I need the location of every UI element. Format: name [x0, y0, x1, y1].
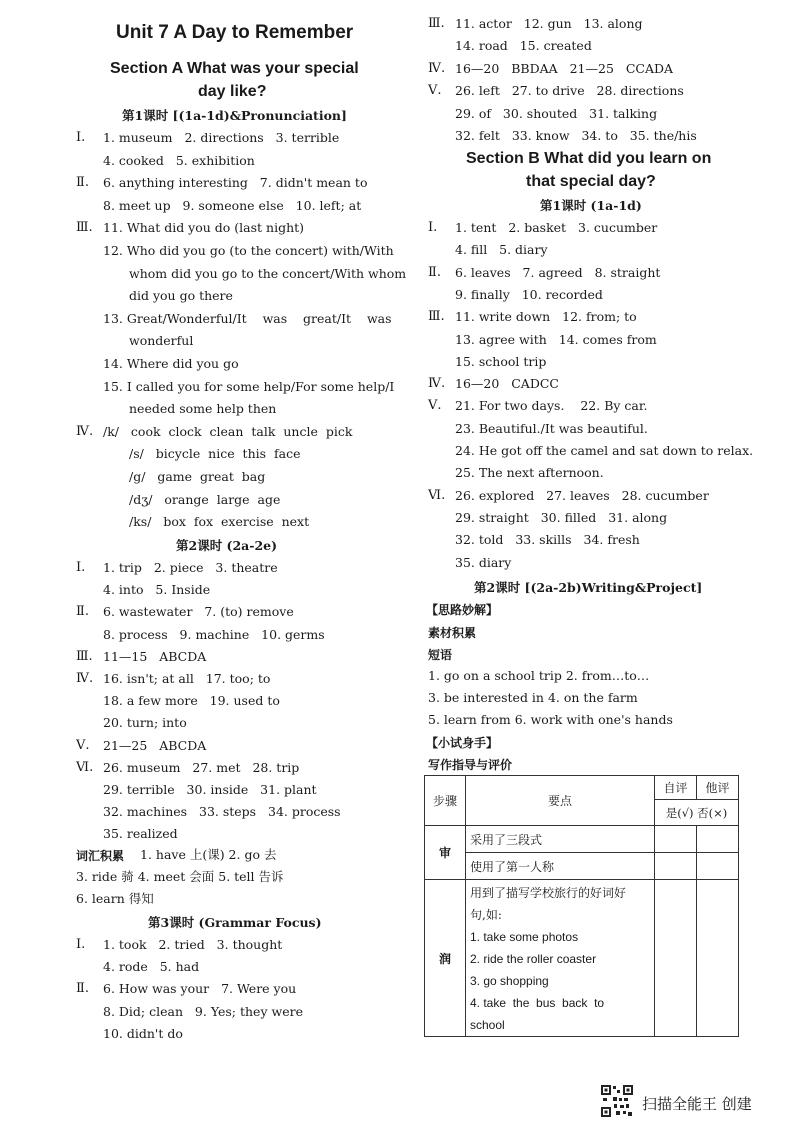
vocab-line-2: 3. ride 骑 4. meet 会面 5. tell 告诉: [76, 869, 284, 884]
answer-line: /ks/ box fox exercise next: [129, 514, 310, 530]
guide-label: 写作指导与评价: [428, 758, 513, 772]
roman-numeral: Ⅳ.: [428, 60, 446, 76]
answer-line: 4. into 5. Inside: [103, 582, 211, 598]
answer-line: /s/ bicycle nice this face: [129, 446, 301, 462]
answer-line: 8. Did; clean 9. Yes; they were: [103, 1003, 303, 1019]
answer-line: 29. of 30. shouted 31. talking: [455, 105, 658, 121]
answer-line: 32. felt 33. know 34. to 35. the/his: [455, 128, 697, 143]
table-cell-empty: [655, 880, 697, 1037]
phrase-line-1: 1. go on a school trip 2. from…to…: [428, 668, 650, 683]
answer-line: 23. Beautiful./It was beautiful.: [455, 420, 648, 436]
answer-line: wonderful: [129, 333, 194, 349]
table-point-line: 4. take the bus back to: [470, 996, 605, 1010]
roman-numeral: Ⅰ.: [76, 937, 86, 952]
answer-line: 12. Who did you go (to the concert) with/With: [103, 243, 394, 258]
answer-line: 4. fill 5. diary: [455, 242, 548, 258]
roman-numeral: Ⅵ.: [428, 487, 446, 503]
answer-line: 11. What did you do (last night): [103, 220, 305, 236]
phrases-label: 短语: [428, 648, 453, 662]
roman-numeral: Ⅲ.: [76, 220, 93, 236]
answer-line: 15. I called you for some help/For some help/I: [103, 378, 395, 394]
answer-line: 1. trip 2. piece 3. theatre: [103, 560, 278, 575]
table-step-review: 审: [425, 826, 466, 880]
think-header: 【思路妙解】: [426, 603, 499, 617]
answer-line: 35. realized: [103, 826, 178, 842]
answer-line: did you go there: [129, 288, 233, 304]
answer-line: 20. turn; into: [103, 715, 187, 731]
roman-numeral: Ⅴ.: [76, 737, 90, 753]
answer-line: 8. process 9. machine 10. germs: [103, 626, 325, 642]
table-header-points: 要点: [466, 776, 655, 826]
answer-line: 16. isn't; at all 17. too; to: [103, 671, 271, 686]
answer-line: whom did you go to the concert/With whom: [129, 265, 407, 281]
answer-line: /g/ game great bag: [129, 469, 266, 484]
phrase-line-3: 5. learn from 6. work with one's hands: [428, 712, 673, 727]
qr-code-icon: [600, 1084, 634, 1118]
table-header-peer: 他评: [697, 776, 739, 800]
answer-line: 21. For two days. 22. By car.: [455, 398, 648, 414]
answer-line: 1. took 2. tried 3. thought: [103, 937, 283, 952]
answer-line: 25. The next afternoon.: [455, 465, 604, 481]
table-point-line: 2. ride the roller coaster: [470, 952, 597, 966]
roman-numeral: Ⅳ.: [428, 376, 446, 392]
material-label: 素材积累: [428, 626, 477, 640]
table-yes-no: 是(√) 否(×): [655, 800, 739, 826]
table-cell-empty: [655, 826, 697, 853]
answer-line: 8. meet up 9. someone else 10. left; at: [103, 197, 362, 213]
roman-numeral: Ⅲ.: [428, 309, 445, 325]
answer-line: 4. rode 5. had: [103, 959, 200, 975]
table-header-self: 自评: [655, 776, 697, 800]
table-point-good-words: [466, 880, 655, 1037]
answer-line: 9. finally 10. recorded: [455, 286, 603, 302]
roman-numeral: Ⅰ.: [76, 130, 86, 145]
answer-line: 6. anything interesting 7. didn't mean to: [103, 175, 368, 191]
writing-evaluation-table: [424, 775, 739, 1037]
answer-line: 29. terrible 30. inside 31. plant: [103, 782, 317, 797]
roman-numeral: Ⅱ.: [76, 175, 89, 191]
answer-line: 16—20 BBDAA 21—25 CCADA: [455, 60, 674, 76]
roman-numeral: Ⅱ.: [428, 264, 441, 280]
roman-numeral: Ⅳ.: [76, 423, 94, 439]
answer-line: 6. leaves 7. agreed 8. straight: [455, 264, 661, 280]
answer-line: 26. museum 27. met 28. trip: [103, 759, 300, 775]
roman-numeral: Ⅰ.: [428, 220, 438, 235]
roman-numeral: Ⅴ.: [428, 83, 442, 99]
answer-line: 16—20 CADCC: [455, 376, 559, 392]
answer-line: 13. agree with 14. comes from: [455, 331, 657, 347]
section-a-title: Section A What was your special: [110, 60, 359, 77]
try-header: 【小试身手】: [426, 736, 499, 750]
answer-line: 21—25 ABCDA: [103, 737, 207, 753]
table-step-polish: 润: [425, 880, 466, 1037]
answer-line: 10. didn't do: [103, 1025, 183, 1041]
lesson-1-heading: 第1课时 [(1a-1d)&Pronunciation]: [122, 108, 347, 123]
table-point-line: school: [470, 1018, 505, 1032]
table-cell-empty: [697, 853, 739, 880]
phrase-line-2: 3. be interested in 4. on the farm: [428, 690, 638, 705]
answer-line: 18. a few more 19. used to: [103, 693, 280, 709]
table-cell-empty: [655, 853, 697, 880]
roman-numeral: Ⅲ.: [428, 16, 445, 31]
vocab-label: 词汇积累: [76, 849, 125, 863]
table-header-step: 步骤: [425, 776, 466, 826]
answer-line: 26. left 27. to drive 28. directions: [455, 83, 684, 99]
table-point-line: 1. take some photos: [470, 930, 579, 944]
answer-line: 1. museum 2. directions 3. terrible: [103, 130, 340, 145]
roman-numeral: Ⅵ.: [76, 759, 94, 775]
lesson-3-heading: 第3课时 (Grammar Focus): [148, 915, 322, 930]
lesson-2-heading: 第2课时 (2a-2e): [176, 538, 278, 553]
table-point-line: 3. go shopping: [470, 974, 549, 988]
table-cell-empty: [697, 826, 739, 853]
answer-line: /k/ cook clock clean talk uncle pick: [103, 423, 353, 439]
answer-line: 11. actor 12. gun 13. along: [455, 16, 643, 31]
section-a-title-line2: day like?: [198, 83, 267, 100]
table-point-first-person: 使用了第一人称: [466, 853, 655, 880]
answer-line: 32. told 33. skills 34. fresh: [455, 532, 640, 548]
table-point-line: 用到了描写学校旅行的好词好: [470, 886, 627, 900]
section-b-lesson-1-heading: 第1课时 (1a-1d): [540, 198, 642, 213]
table-point-line: 句,如:: [470, 908, 502, 922]
table-point-three-paragraph: 采用了三段式: [466, 826, 655, 853]
answer-line: 1. tent 2. basket 3. cucumber: [455, 220, 658, 235]
answer-line: 6. wastewater 7. (to) remove: [103, 604, 294, 620]
roman-numeral: Ⅰ.: [76, 560, 86, 575]
table-cell-empty: [697, 880, 739, 1037]
roman-numeral: Ⅲ.: [76, 648, 93, 664]
section-b-title-line2: that special day?: [526, 173, 656, 190]
answer-line: needed some help then: [129, 401, 277, 417]
answer-line: 11. write down 12. from; to: [455, 309, 637, 325]
roman-numeral: Ⅱ.: [76, 981, 89, 997]
answer-line: 14. road 15. created: [455, 38, 592, 54]
answer-line: 32. machines 33. steps 34. process: [103, 804, 341, 820]
roman-numeral: Ⅱ.: [76, 604, 89, 620]
answer-line: 13. Great/Wonderful/It was great/It was: [103, 310, 392, 326]
answer-line: 6. How was your 7. Were you: [103, 981, 297, 997]
roman-numeral: Ⅴ.: [428, 398, 442, 414]
answer-line: 14. Where did you go: [103, 356, 239, 371]
vocab-line-1: 1. have 上(课) 2. go 去: [140, 847, 277, 862]
answer-line: 29. straight 30. filled 31. along: [455, 509, 668, 525]
answer-line: 26. explored 27. leaves 28. cucumber: [455, 487, 709, 503]
section-b-title: Section B What did you learn on: [466, 150, 712, 167]
answer-line: 35. diary: [455, 554, 512, 570]
section-b-lesson-2-heading: 第2课时 [(2a-2b)Writing&Project]: [474, 580, 703, 595]
answer-line: 4. cooked 5. exhibition: [103, 152, 255, 168]
answer-line: 11—15 ABCDA: [103, 648, 207, 664]
watermark-text: 扫描全能王 创建: [642, 1095, 752, 1113]
vocab-line-3: 6. learn 得知: [76, 891, 154, 906]
roman-numeral: Ⅳ.: [76, 671, 94, 686]
unit-title: Unit 7 A Day to Remember: [116, 22, 354, 43]
answer-line: 24. He got off the camel and sat down to relax.: [455, 443, 754, 458]
answer-line: /dʒ/ orange large age: [129, 491, 281, 507]
answer-line: 15. school trip: [455, 353, 547, 369]
